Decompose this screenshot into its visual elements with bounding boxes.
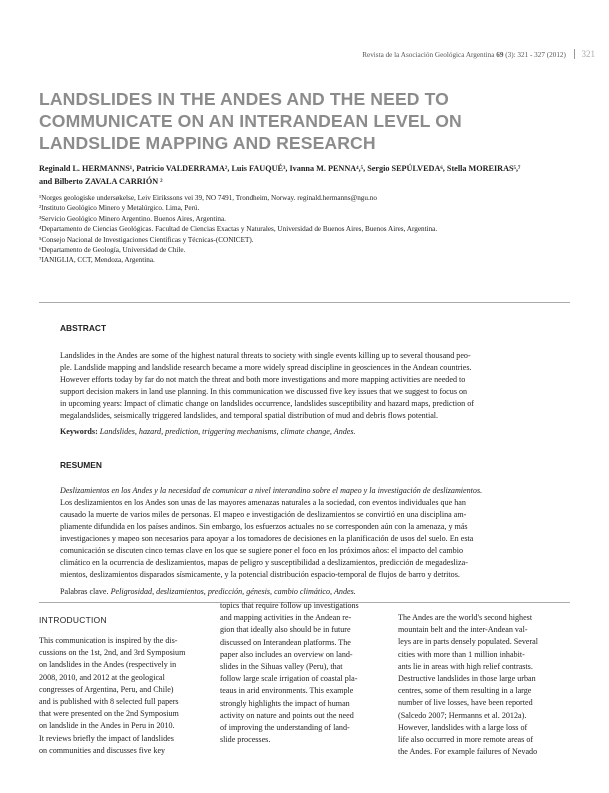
body-line: on landslides in the Andes (respectively in (39, 660, 177, 670)
body-line: of improving the understanding of land- (220, 723, 350, 733)
body-line: the Andes. For example failures of Nevado (398, 747, 538, 757)
journal-volume: 69 (496, 51, 504, 59)
running-header (362, 49, 595, 59)
resumen-line: investigaciones y mapeo son necesarios para apoyar a los tomadores de decisiones en la planificación de usos del suelo. En esta (60, 534, 474, 543)
resumen-heading: RESUMEN (60, 460, 102, 470)
body-line: The Andes are the world's second highest (398, 613, 533, 622)
body-line: It reviews briefly the impact of landslides (39, 733, 174, 743)
abstract-heading: ABSTRACT (60, 323, 107, 333)
affiliation: ³Servicio Geológico Minero Argentino. Buenos Aires, Argentina. (39, 214, 226, 223)
body-line: congresses of Argentina, Peru, and Chile) (39, 684, 174, 694)
body-line: follow large scale irrigation of coastal pla- (220, 674, 358, 684)
resumen-line: causado la muerte de varios miles de personas. El mapeo e investigación de deslizamientos se convirtió en una disciplina am- (60, 510, 467, 519)
resumen-line: pliamente difundida en los países andinos. Sin embargo, los esfuerzos actuales no se corresponden aún con la amenaza, y más (60, 522, 468, 531)
body-line: slides in the Sihuas valley (Peru), that (220, 662, 343, 672)
body-line: teaus in arid environments. This example (220, 686, 354, 696)
abstract-line: megalandslides, seismically triggered landslides, and temporal spatial distribution of mud and debris flows potential. (60, 411, 439, 420)
affiliation: ¹Norges geologiske undersøkelse, Leiv Eirikssons vei 39, NO 7491, Trondheim, Norway. reginald.hermanns@ngu.no (39, 194, 377, 202)
resumen-subtitle: Deslizamientos en los Andes y la necesidad de comunicar a nivel interandino sobre el mapeo y la investigación de deslizamientos. (60, 486, 483, 495)
body-line: cussions on the 1st, 2nd, and 3rd Symposium (39, 648, 186, 658)
body-line: centres, some of them resulting in a large (398, 686, 532, 696)
body-line: ants lie in areas with high relief contrasts. (398, 661, 533, 671)
affiliations (39, 193, 579, 266)
abstract-text (60, 350, 560, 422)
body-line: This communication is inspired by the dis- (39, 636, 178, 645)
author-line: Reginald L. HERMANNS¹, Patricio VALDERRAMA², Luis FAUQUÉ³, Ivanna M. PENNA⁴,⁵, Sergio SEPÚLVEDA⁶, Stella MOREIRAS⁵,⁷ (39, 164, 521, 173)
resumen-keywords (60, 587, 356, 596)
page-number: 321 (581, 49, 595, 59)
affiliation: ⁴Departamento de Ciencias Geológicas. Facultad de Ciencias Exactas y Naturales, Universidad de Buenos Aires, Buenos Aires, Argentina. (39, 225, 438, 234)
resumen-line: comunicación se discuten cinco temas clave en los que se sugiere poner el foco en los próximos años: el impacto del cambio (60, 546, 463, 555)
resumen-line: mientos, deslizamientos disparados sísmicamente, y la potencial distribución espacio-temporal de flujos de barro y detritos. (60, 570, 460, 579)
body-line: 2008, 2010, and 2012 at the geological (39, 672, 165, 682)
body-line: on communities and discusses five key (39, 745, 166, 755)
author-list (39, 162, 579, 188)
title-line: LANDSLIDES IN THE ANDES AND THE NEED TO (39, 89, 449, 109)
body-line: leys are in parts densely populated. Several (398, 637, 539, 647)
header-divider (574, 49, 575, 59)
abstract-line: Landslides in the Andes are some of the highest natural threats to society with single events killing up to several thousand peo- (60, 351, 471, 360)
body-line: number of live losses, have been reported (398, 698, 533, 708)
body-line: and is published with 8 selected full papers (39, 697, 179, 707)
affiliation: ⁷IANIGLIA, CCT, Mendoza, Argentina. (39, 256, 155, 265)
title-line: COMMUNICATE ON AN INTERANDEAN LEVEL ON (39, 111, 462, 131)
body-line: cities with more than 1 million inhabit- (398, 649, 525, 659)
body-line: slide processes. (220, 735, 271, 745)
body-line: and mapping activities in the Andean re- (220, 613, 352, 623)
abstract-line: However efforts today by far do not match the threat and both more investigations and more mapping activities are needed to (60, 375, 466, 384)
keywords-label: Palabras clave. (60, 587, 109, 596)
affiliation: ⁵Consejo Nacional de Investigaciones Científicas y Técnicas-(CONICET). (39, 235, 254, 244)
body-line: (Salcedo 2007; Hermanns et al. 2012a). (398, 710, 527, 720)
body-line: paper also includes an overview on land- (220, 649, 353, 659)
body-column-1 (39, 614, 185, 757)
affiliation: ²Instituto Geológico Minero y Metalúrgico. Lima, Perú. (39, 204, 200, 213)
body-line: strongly highlights the impact of human (220, 698, 350, 708)
introduction-heading: INTRODUCTION (39, 615, 107, 625)
body-line: that were presented on the 2nd Symposium (39, 709, 179, 719)
keywords-label: Keywords: (60, 427, 98, 436)
title-line: LANDSLIDE MAPPING AND RESEARCH (39, 133, 376, 153)
resumen-text (60, 485, 560, 581)
body-column-3 (398, 612, 538, 758)
abstract-line: in upcoming years: Impact of climatic change on landslides occurrence, landslides susceptibility and hazard maps, prediction of (60, 399, 474, 408)
abstract-line: support decision makers in land use planning. In this communication we discussed five key issues that we suggest to focus on (60, 387, 468, 396)
body-line: activity on nature and points out the need (220, 710, 354, 720)
body-line: discussed on Interandean platforms. The (220, 637, 351, 647)
journal-issue-pages: (3): 321 - 327 (2012) (505, 51, 566, 59)
author-line: and Bilberto ZAVALA CARRIÓN ² (39, 177, 163, 186)
body-line: gion that ideally also should be in future (220, 625, 351, 635)
body-column-2 (220, 600, 359, 746)
body-line: Destructive landslides in those large urban (398, 674, 536, 684)
keywords-text: Landslides, hazard, prediction, triggering mechanisms, climate change, Andes. (99, 427, 356, 436)
body-line: However, landslides with a large loss of (398, 722, 528, 732)
body-line: on landslide in the Andes in Peru in 2010. (39, 721, 175, 731)
body-line: life also occurred in more remote areas of (398, 735, 534, 745)
affiliation: ⁶Departamento de Geología, Universidad de Chile. (39, 246, 186, 255)
paper-title (39, 88, 559, 154)
abstract-line: ple. Landslide mapping and landslide research became a more widely spread discipline in geosciences in the Andean countries. (60, 363, 472, 372)
journal-name: Revista de la Asociación Geológica Argentina (362, 51, 495, 59)
resumen-line: Los deslizamientos en los Andes son unas de las mayores amenazas naturales a la sociedad, con eventos individuales que han (60, 498, 466, 507)
abstract-keywords (60, 427, 356, 436)
resumen-line: climático en la ocurrencia de deslizamientos, mapas de peligro y susceptibilidad a deslizamientos, predicción de megadesliza- (60, 558, 468, 567)
keywords-text: Peligrosidad, deslizamientos, predicción, génesis, cambio climático, Andes. (110, 587, 356, 596)
divider (39, 302, 570, 303)
body-line: topics that require follow up investigations (220, 601, 359, 610)
body-line: mountain belt and the inter-Andean val- (398, 625, 528, 635)
